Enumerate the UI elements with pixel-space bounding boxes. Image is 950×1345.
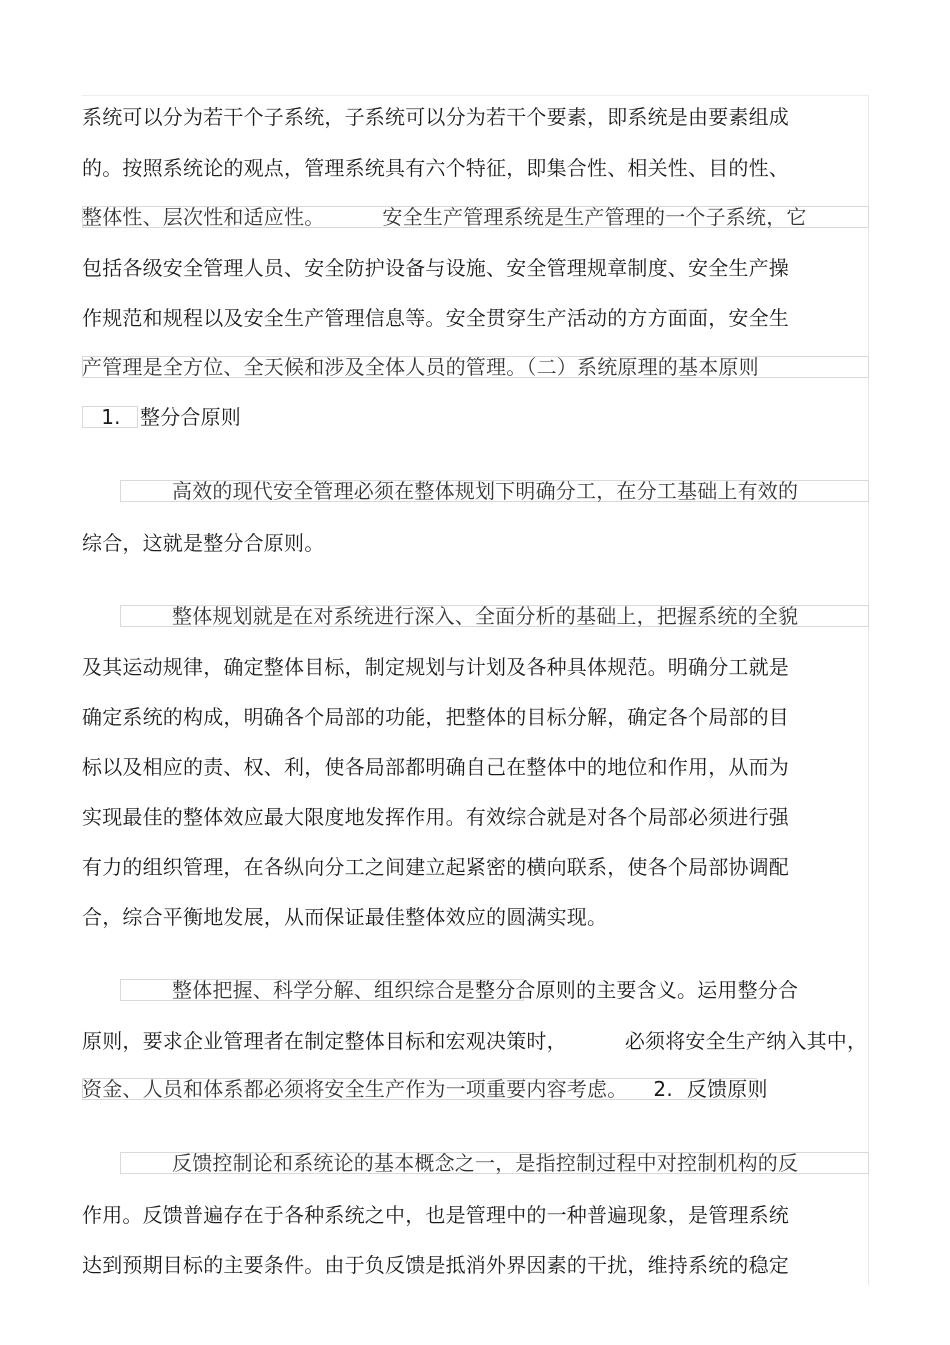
- text-segment: 整体把握、科学分解、组织综合是: [172, 978, 475, 1002]
- text-line: [82, 476, 798, 506]
- text-segment: 整体性、层次性和适应性。: [82, 205, 325, 229]
- page-frame-top: [82, 95, 869, 96]
- heading-number: 2.: [653, 1077, 673, 1101]
- text-segment: 资金、人员和体系都必须将安全生产作为一项重要内容考虑。: [82, 1077, 628, 1101]
- text-line: 达到预期目标的主要条件。由于负反馈是抵消外界因素的干扰，维持系统的稳定: [82, 1253, 789, 1277]
- text-line: 有力的组织管理，在各纵向分工之间建立起紧密的横向联系，使各个局部协调配: [82, 855, 789, 879]
- text-segment: 安全生产管理系统是生产管理的一个子系统，它: [382, 205, 807, 229]
- text-segment: 整体规划就是在对系统进行深入、全面分析的基础上，把握系统的全貌: [172, 604, 799, 628]
- text-line: 综合，这就是整分合原则。: [82, 531, 325, 555]
- heading-title: 反馈原则: [686, 1077, 768, 1101]
- text-line: [82, 1148, 798, 1178]
- text-segment: 反馈控制论和系统论的基本概念之一，是指控制过程中对控制机构的反: [172, 1151, 799, 1175]
- text-segment: 高效的现代安全管理必须在整体规划下明确分工，在分工基础上有效的: [172, 479, 799, 503]
- heading-title: 整分合原则: [140, 405, 241, 429]
- text-line: [82, 975, 798, 1005]
- text-line: 作用。反馈普遍存在于各种系统之中，也是管理中的一种普遍现象，是管理系统: [82, 1203, 789, 1227]
- text-segment: 整分合原则的主要含义。运用整分合: [475, 978, 799, 1002]
- text-line: 合，综合平衡地发展，从而保证最佳整体效应的圆满实现。: [82, 905, 608, 929]
- text-line: 作规范和规程以及安全生产管理信息等。安全贯穿生产活动的方方面面，安全生: [82, 306, 789, 330]
- text-line: 标以及相应的责、权、利，使各局部都明确自己在整体中的地位和作用，从而为: [82, 755, 789, 779]
- section-heading: [82, 402, 241, 432]
- text-line: 确定系统的构成，明确各个局部的功能，把整体的目标分解，确定各个局部的目: [82, 705, 789, 729]
- text-line: 的。按照系统论的观点，管理系统具有六个特征，即集合性、相关性、目的性、: [82, 156, 789, 180]
- text-line: [82, 1026, 867, 1056]
- text-line: [82, 202, 807, 232]
- text-segment: 必须将安全生产纳入其中，: [624, 1029, 868, 1053]
- heading-number: 1.: [101, 405, 121, 429]
- text-line: [82, 1074, 768, 1104]
- text-line: 产管理是全方位、全天候和涉及全体人员的管理。（二）系统原理的基本原则: [82, 355, 759, 379]
- text-line: [82, 601, 798, 631]
- page-frame-right: [868, 95, 869, 1285]
- text-line: 实现最佳的整体效应最大限度地发挥作用。有效综合就是对各个局部必须进行强: [82, 805, 789, 829]
- text-line: 系统可以分为若干个子系统，子系统可以分为若干个要素，即系统是由要素组成: [82, 105, 789, 129]
- text-segment: 原则，要求企业管理者在制定整体目标和宏观决策时，: [82, 1029, 567, 1053]
- text-line: 及其运动规律，确定整体目标，制定规划与计划及各种具体规范。明确分工就是: [82, 655, 789, 679]
- text-line: 包括各级安全管理人员、安全防护设备与设施、安全管理规章制度、安全生产操: [82, 256, 789, 280]
